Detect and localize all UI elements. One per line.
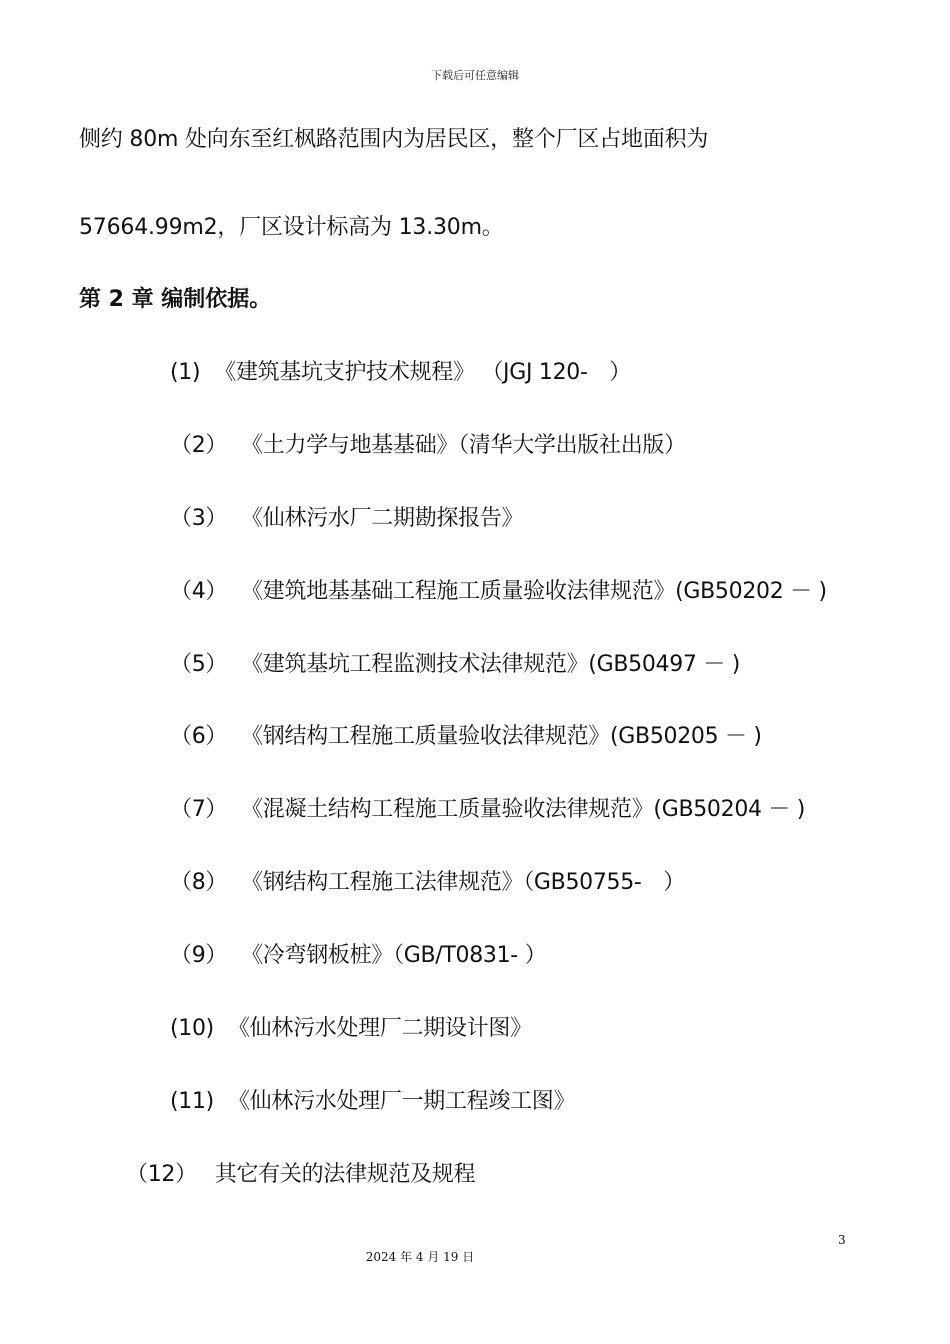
reference-number: （12） — [126, 1162, 197, 1187]
reference-number: （2） — [170, 433, 228, 458]
reference-item — [170, 795, 805, 825]
reference-text: 《仙林污水厂二期勘探报告》 — [241, 506, 524, 531]
reference-item — [170, 358, 631, 388]
reference-item — [170, 1087, 575, 1117]
reference-item — [170, 431, 686, 461]
page-number: 3 — [838, 1233, 846, 1247]
reference-item — [170, 504, 523, 534]
reference-number: （3） — [170, 506, 228, 531]
reference-text: 《仙林污水处理厂二期设计图》 — [227, 1016, 532, 1041]
chapter-title: 第 2 章 编制依据。 — [79, 287, 272, 312]
reference-number: (1) — [170, 360, 201, 385]
reference-number: （6） — [170, 724, 228, 749]
reference-number: （9） — [170, 943, 228, 968]
reference-item — [170, 941, 546, 971]
reference-number: （5） — [170, 652, 228, 677]
reference-item — [126, 1160, 475, 1190]
reference-number: （4） — [170, 579, 228, 604]
reference-text: 《建筑基坑支护技术规程》 （JGJ 120- ） — [214, 360, 632, 385]
reference-text: 《钢结构工程施工质量验收法律规范》(GB50205 － ) — [241, 724, 762, 749]
reference-number: （8） — [170, 870, 228, 895]
reference-text: 《土力学与地基基础》（清华大学出版社出版） — [241, 433, 686, 458]
reference-text: 《建筑基坑工程监测技术法律规范》(GB50497 － ) — [241, 652, 740, 677]
reference-text: 《仙林污水处理厂一期工程竣工图》 — [227, 1089, 576, 1114]
reference-item — [170, 868, 685, 898]
reference-text: 《混凝土结构工程施工质量验收法律规范》(GB50204 － ) — [241, 797, 806, 822]
header-note: 下载后可任意编辑 — [431, 69, 519, 82]
footer-date: 2024 年 4 月 19 日 — [365, 1250, 475, 1264]
reference-item — [170, 650, 740, 680]
reference-text: 其它有关的法律规范及规程 — [214, 1162, 476, 1187]
body-text-line-1: 侧约 80m 处向东至红枫路范围内为居民区，整个厂区占地面积为 — [79, 127, 709, 152]
reference-text: 《钢结构工程施工法律规范》（GB50755- ） — [241, 870, 685, 895]
reference-number: （7） — [170, 797, 228, 822]
reference-item — [170, 722, 762, 752]
reference-item — [170, 1014, 532, 1044]
reference-text: 《建筑地基基础工程施工质量验收法律规范》(GB50202 － ) — [241, 579, 827, 604]
body-text-line-2: 57664.99m2，厂区设计标高为 13.30m。 — [79, 215, 504, 240]
reference-item — [170, 577, 827, 607]
reference-text: 《冷弯钢板桩》（GB/T0831- ） — [241, 943, 547, 968]
reference-number: (10) — [170, 1016, 214, 1041]
reference-number: (11) — [170, 1089, 214, 1114]
